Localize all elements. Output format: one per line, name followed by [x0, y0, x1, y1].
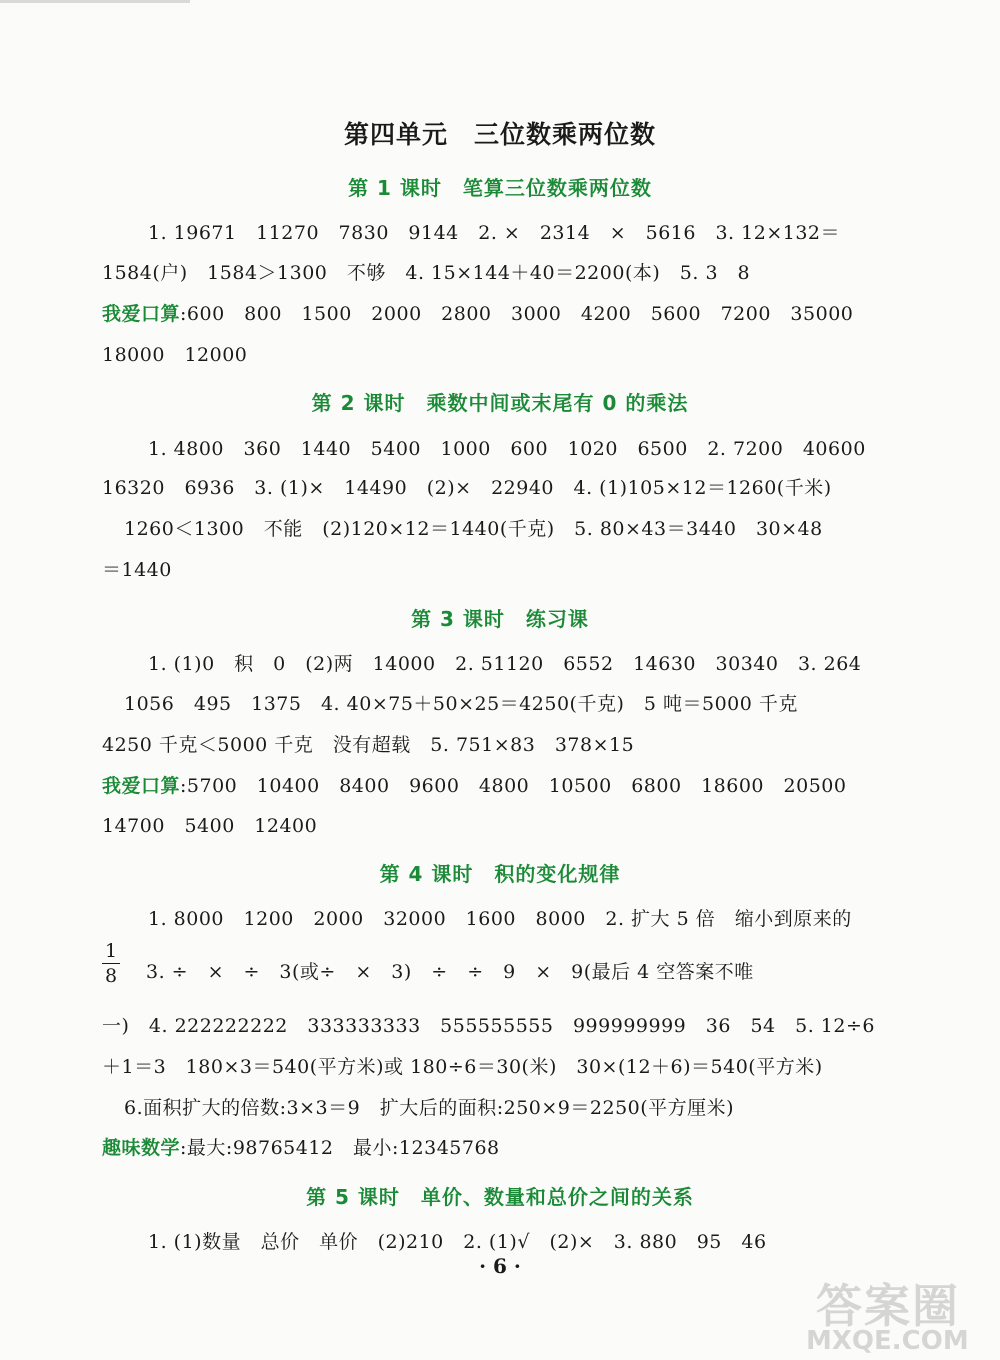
- answer-line: 18000 12000: [102, 344, 248, 366]
- answer-line: 4250 千克＜5000 千克 没有超载 5. 751×83 378×15: [102, 734, 635, 756]
- answer-line: 1. 19671 11270 7830 9144 2. × 2314 × 5616 3. 12×132＝: [148, 222, 841, 244]
- lesson-heading-3: 第 3 课时 练习课: [411, 607, 589, 631]
- answer-line: 一) 4. 222222222 333333333 555555555 999999999 36 54 5. 12÷6: [102, 1015, 875, 1037]
- answer-line: 6.面积扩大的倍数:3×3＝9 扩大后的面积:250×9＝2250(平方厘米): [124, 1097, 735, 1119]
- fun-math-values: :最大:98765412 最小:12345768: [180, 1137, 500, 1159]
- fraction-denominator: 8: [104, 965, 118, 987]
- fraction-numerator: 1: [104, 940, 118, 962]
- answer-line: 1584(户) 1584＞1300 不够 4. 15×144＋40＝2200(本) 5. 3 8: [102, 262, 751, 284]
- fun-math-label: 趣味数学: [102, 1137, 181, 1159]
- answer-line: 16320 6936 3. (1)× 14490 (2)× 22940 4. (1)105×12＝1260(千米): [102, 477, 832, 499]
- answer-line: 1. 8000 1200 2000 32000 1600 8000 2. 扩大 5 倍 缩小到原来的: [148, 908, 852, 930]
- mental-math-label: 我爱口算: [102, 775, 181, 797]
- mental-math-values: :600 800 1500 2000 2800 3000 4200 5600 7200 35000: [180, 303, 854, 325]
- answer-line: 1. 4800 360 1440 5400 1000 600 1020 6500 2. 7200 40600: [148, 438, 866, 460]
- answer-line: 1056 495 1375 4. 40×75＋50×25＝4250(千克) 5 吨＝5000 千克: [124, 693, 798, 715]
- mental-math-line: [102, 771, 846, 798]
- answer-line: 14700 5400 12400: [102, 815, 318, 837]
- mental-math-label: 我爱口算: [102, 303, 181, 325]
- lesson-heading-5: 第 5 课时 单价、数量和总价之间的关系: [306, 1185, 694, 1209]
- mental-math-values: :5700 10400 8400 9600 4800 10500 6800 18600 20500: [180, 775, 847, 797]
- answer-line: ＋1＝3 180×3＝540(平方米)或 180÷6＝30(米) 30×(12＋6)＝540(平方米): [102, 1056, 823, 1078]
- answer-line: 1260＜1300 不能 (2)120×12＝1440(千克) 5. 80×43＝3440 30×48: [124, 518, 823, 540]
- watermark-text: 答案圈: [816, 1279, 960, 1333]
- answer-line: 3. ÷ × ÷ 3(或÷ × 3) ÷ ÷ 9 × 9(最后 4 空答案不唯: [146, 961, 754, 983]
- page-title: 第四单元 三位数乘两位数: [343, 120, 656, 149]
- lesson-heading-4: 第 4 课时 积的变化规律: [379, 862, 621, 886]
- lesson-heading-2: 第 2 课时 乘数中间或末尾有 0 的乘法: [311, 391, 689, 415]
- answer-line: ＝1440: [102, 559, 172, 581]
- page-number: · 6 ·: [479, 1254, 521, 1278]
- fun-math-line: [102, 1133, 500, 1160]
- answer-line: 1. (1)数量 总价 单价 (2)210 2. (1)√ (2)× 3. 880 95 46: [148, 1231, 767, 1253]
- top-rule: [0, 0, 190, 3]
- fraction-bar: [102, 963, 120, 964]
- watermark-logo: [802, 1270, 992, 1360]
- mental-math-line: [102, 299, 853, 326]
- lesson-heading-1: 第 1 课时 笔算三位数乘两位数: [348, 176, 652, 200]
- watermark-url: MXQE.COM: [806, 1326, 969, 1356]
- answer-line: 1. (1)0 积 0 (2)两 14000 2. 51120 6552 14630 30340 3. 264: [148, 653, 862, 675]
- fraction-one-eighth: [100, 940, 122, 987]
